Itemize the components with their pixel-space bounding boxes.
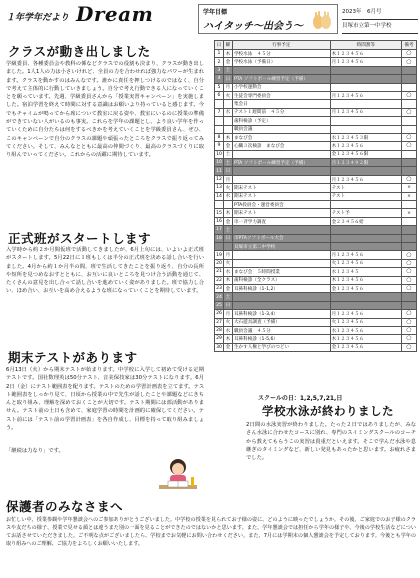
schedule-row: [215, 117, 417, 125]
schedule-event: 職員会議: [232, 125, 330, 133]
schedule-event: 耳鼻科検診（1-3,4）: [232, 310, 330, 318]
schedule-timetable: 水１２３４５: [330, 268, 401, 276]
schedule-weekday: [223, 201, 232, 209]
schedule-row: [215, 301, 417, 309]
schedule-timetable: 木１２３４５６: [330, 276, 401, 284]
section-body-exam: 6月13日（火）から期末テストが始まります。中学校に入学して初めて受ける定期テストです。国社数理英は50分テスト、音美保技家は30分テストになります。6月2日（金）にテスト範囲表を配ります。テストのための学習計画表を立てます。テスト範囲表をしっかり見て、日頃から授業の中で先生が話したことや課題などにきちんと取り組み、理解を深めておくことが大切です。テスト期間には部活動がありません。テスト前の土日も含めて、家庭学習の時間を計画的に確保してください。テスト前には「テスト前の学習計画表」を各自作成し、目標を持って取り組みましょう。: [6, 367, 204, 432]
schedule-day: 8: [215, 133, 224, 141]
school-day-dates: スクールの日：1,2,5,7,21,日: [258, 395, 343, 402]
section-body-pool: 2日間の水泳実習が終わりました。たった２日ではありましたが、みなさん水泳に合わせたコースに別れ、専門のスイミングスクールのコーチから教えてもらうこの実習は貴重だといえます。そこで学んだ水泳や息継ぎのタイミングなど、新しい発見もあったかと思います。お疲れさまでした。: [246, 422, 416, 462]
schedule-note: [402, 75, 417, 83]
june-schedule-table: [214, 40, 417, 352]
masthead: [6, 4, 206, 30]
schedule-row: [215, 58, 417, 66]
high-five-hands-icon: [311, 9, 333, 31]
schedule-row: [215, 184, 417, 192]
schedule-note: ◯: [402, 284, 417, 292]
schedule-row: [215, 284, 417, 292]
schedule-timetable: [330, 117, 401, 125]
schedule-day: 29: [216, 336, 222, 342]
schedule-timetable: [330, 125, 401, 133]
schedule-timetable: 金１２３４５６: [330, 284, 401, 292]
schedule-note: [402, 242, 417, 250]
schedule-day: [215, 100, 224, 108]
issue-publisher: 貝塚市立第一中学校: [342, 23, 392, 29]
schedule-day: 7: [215, 108, 224, 116]
schedule-day: 14: [216, 193, 222, 199]
schedule-row: [215, 226, 417, 234]
schedule-note: ◯: [402, 318, 417, 326]
schedule-note: ◯: [402, 326, 417, 334]
schedule-note: ◯: [402, 268, 417, 276]
schedule-timetable: 木１２３４５６: [330, 142, 401, 150]
schedule-note: [402, 83, 417, 91]
schedule-weekday: 土: [223, 150, 232, 158]
schedule-weekday: 火: [223, 91, 232, 99]
schedule-day: 25: [216, 302, 222, 308]
issue-divider: [342, 33, 418, 34]
schedule-day: 26: [216, 311, 222, 317]
schedule-event: 耳鼻科検診（1-5,6）: [232, 335, 330, 343]
schedule-event: 小学校運動会: [232, 83, 330, 91]
schedule-weekday: 水: [223, 268, 232, 276]
schedule-note: [402, 226, 417, 234]
schedule-timetable: [330, 100, 401, 108]
schedule-day: [215, 117, 224, 125]
schedule-timetable: 火１２３４５６: [330, 259, 401, 267]
schedule-row: [215, 343, 417, 351]
schedule-day: 20: [216, 260, 222, 266]
schedule-day: 4: [215, 75, 224, 83]
schedule-timetable: 水１２３４５３限: [330, 133, 401, 141]
schedule-day: [215, 242, 224, 250]
schedule-day: 5: [215, 83, 224, 91]
col-header-day: 日: [215, 41, 224, 50]
schedule-event: PTA役員会・運営委員会: [232, 201, 330, 209]
schedule-day: 11: [216, 168, 222, 174]
schedule-weekday: 木: [223, 276, 232, 284]
schedule-timetable: テスト: [330, 184, 401, 192]
schedule-day: 2: [215, 58, 224, 66]
schedule-event: [232, 175, 330, 183]
schedule-note: ×: [402, 209, 417, 217]
schedule-timetable: 月１２３４５６: [330, 58, 401, 66]
studying-student-illustration: [155, 455, 201, 497]
schedule-note: ◯: [402, 58, 417, 66]
section-body-zenkou: 入学時から約２か月間仮班で活動してきましたが、6月上旬には、いよいよ正式班がスタートします。5月22日に１班もしくは半分の正式班を決める話し合いを行いました。4月から約１か月半の間、班で生活してきたことを振り返り、自分の長所や短所を見つめなおすとともに、お互いに良いところを見つけ合う活動を通じて、たくさんの意見を出し合って話し合いを進めていく姿がありました。班で協力し合い、ほめ合い、お互いを高め合えるような班になっていくことを期待しています。: [6, 247, 204, 295]
schedule-day: 3: [215, 66, 224, 74]
schedule-event: 期末テスト: [232, 184, 330, 192]
schedule-row: [215, 251, 417, 259]
schedule-note: ◯: [402, 310, 417, 318]
schedule-event: テスト１週間前 ４５分: [232, 108, 330, 116]
schedule-weekday: 土: [223, 226, 232, 234]
schedule-weekday: 土: [223, 66, 232, 74]
schedule-weekday: 木: [223, 209, 232, 217]
schedule-note: [402, 301, 417, 309]
schedule-timetable: [330, 66, 401, 74]
section-body-guardian: お忙しい中、授業参観や学年懇談会へのご参加ありがとうございました。中学校の授業を見られてお子様の姿に、どのように映ったでしょうか。その後、ご家庭でのお子様のクラスや友だちの様子、授業で見せる顔とは違うまた別の一面を見ることができたのではないかと思います。また、学年懇談会では担任から学年の様子や、今後の学校生活などについてお話させていただきました。ご不明な点がございましたら、学校までお気軽にお問い合わせください。また、7月には学期末の個人懇談会を予定しております。今後とも学年の取り組みへのご理解、ご協力をよろしくお願いいたします。: [6, 517, 416, 547]
schedule-day: 19: [216, 252, 222, 258]
schedule-weekday: 月: [223, 83, 232, 91]
schedule-note: [402, 293, 417, 301]
schedule-timetable: [330, 201, 401, 209]
schedule-event: 集会日: [232, 100, 330, 108]
schedule-row: [215, 234, 417, 242]
schedule-weekday: 木: [223, 133, 232, 141]
col-header-timetable: 時間割等: [330, 41, 401, 50]
schedule-note: ◯: [402, 50, 417, 58]
schedule-note: ◯: [402, 251, 417, 259]
section-quote-exam: 「継続は力なり」です。: [6, 448, 64, 454]
schedule-note: [402, 117, 417, 125]
schedule-row: [215, 100, 417, 108]
schedule-note: ×: [402, 184, 417, 192]
schedule-row: [215, 217, 417, 225]
schedule-row: [215, 318, 417, 326]
schedule-timetable: 火１２３４５６: [330, 318, 401, 326]
schedule-note: [402, 100, 417, 108]
schedule-row: [215, 335, 417, 343]
schedule-weekday: 水: [223, 326, 232, 334]
schedule-note: ◯: [402, 335, 417, 343]
schedule-timetable: テスト予: [330, 209, 401, 217]
schedule-row: [215, 310, 417, 318]
col-header-weekday: 曜: [223, 41, 232, 50]
schedule-row: [215, 142, 417, 150]
schedule-event: [232, 150, 330, 158]
schedule-row: [215, 50, 417, 58]
schedule-weekday: 月: [223, 251, 232, 259]
schedule-event: 市PTAソフトボール大会: [232, 234, 330, 242]
schedule-header-row: [215, 41, 417, 50]
schedule-day: 15: [216, 210, 222, 216]
schedule-day: 17: [216, 227, 222, 233]
grade-goal-box: [198, 4, 338, 34]
schedule-event: まなび会 ５時間授業: [232, 268, 330, 276]
schedule-timetable: [330, 301, 401, 309]
schedule-row: [215, 75, 417, 83]
schedule-day: [215, 201, 224, 209]
schedule-event: 貝塚市立第二中学校: [232, 242, 330, 250]
schedule-note: ◯: [402, 142, 417, 150]
col-header-event: 行事予定: [232, 41, 330, 50]
schedule-row: [215, 201, 417, 209]
schedule-event: 大石遊具調査（予備）: [232, 318, 330, 326]
schedule-timetable: 月１２３４５６: [330, 91, 401, 99]
schedule-timetable: 月１２３４５６: [330, 108, 401, 116]
schedule-weekday: 金: [223, 217, 232, 225]
schedule-weekday: 土: [223, 293, 232, 301]
schedule-row: [215, 293, 417, 301]
schedule-note: ◯: [402, 276, 417, 284]
schedule-weekday: [223, 125, 232, 133]
schedule-row: [215, 108, 417, 116]
schedule-weekday: 土: [223, 159, 232, 167]
schedule-day: 30: [216, 344, 222, 350]
section-title-class: クラスが動き出しました: [8, 44, 151, 59]
schedule-timetable: [330, 234, 401, 242]
schedule-day: 6: [215, 91, 224, 99]
schedule-weekday: 月: [223, 310, 232, 318]
schedule-event: PTA ソフトボール練習予定（予備）: [232, 75, 330, 83]
schedule-row: [215, 133, 417, 141]
schedule-weekday: 日: [223, 75, 232, 83]
schedule-note: [402, 217, 417, 225]
schedule-note: ◯: [402, 91, 417, 99]
schedule-event: 心臓３次検診 まなび会: [232, 142, 330, 150]
schedule-event: [232, 167, 330, 175]
schedule-row: [215, 66, 417, 74]
newsletter-kicker: １年学年だより: [6, 13, 70, 23]
schedule-day: 1: [215, 50, 224, 58]
schedule-timetable: [330, 293, 401, 301]
schedule-timetable: [330, 75, 401, 83]
schedule-event: 学校水泳 ４５分: [232, 50, 330, 58]
schedule-row: [215, 175, 417, 183]
schedule-row: [215, 91, 417, 99]
section-title-exam: 期末テストがあります: [8, 350, 138, 365]
issue-info: [342, 6, 418, 34]
schedule-timetable: [330, 242, 401, 250]
schedule-day: 13: [216, 185, 222, 191]
goal-text: ハイタッチ～出会う～: [203, 21, 303, 32]
schedule-weekday: 金: [223, 142, 232, 150]
schedule-note: [402, 66, 417, 74]
schedule-note: [402, 234, 417, 242]
schedule-timetable: テスト: [330, 192, 401, 200]
schedule-day: 12: [216, 177, 222, 183]
schedule-timetable: 金１２３４５６限: [330, 150, 401, 158]
schedule-row: [215, 83, 417, 91]
schedule-event: 歯科検診（全クラス）: [232, 276, 330, 284]
col-header-note: 備考: [402, 41, 417, 50]
schedule-day: 22: [216, 277, 222, 283]
schedule-event: [232, 259, 330, 267]
schedule-timetable: 木１２３４５６: [330, 335, 401, 343]
schedule-note: ×: [402, 192, 417, 200]
schedule-row: [215, 150, 417, 158]
schedule-event: 耳鼻科検診（1-1,2）: [232, 284, 330, 292]
schedule-day: [215, 125, 224, 133]
schedule-weekday: 日: [223, 167, 232, 175]
schedule-day: 24: [216, 294, 222, 300]
schedule-row: [215, 259, 417, 267]
schedule-weekday: 金: [223, 58, 232, 66]
schedule-event: [232, 66, 330, 74]
newsletter-title: Dream: [76, 2, 154, 26]
schedule-weekday: 木: [223, 50, 232, 58]
schedule-note: ◯: [402, 175, 417, 183]
schedule-note: [402, 150, 417, 158]
goal-label: 学年目標: [203, 9, 228, 16]
schedule-day: 27: [216, 319, 222, 325]
schedule-note: ◯: [402, 259, 417, 267]
schedule-timetable: 金１２３４５６: [330, 343, 401, 351]
schedule-event: 市一斉学力調査: [232, 217, 330, 225]
schedule-row: [215, 159, 417, 167]
schedule-row: [215, 209, 417, 217]
schedule-timetable: 月１２３４５６: [330, 251, 401, 259]
schedule-row: [215, 125, 417, 133]
schedule-note: ◯: [402, 133, 417, 141]
schedule-event: 生徒会専門委員会: [232, 91, 330, 99]
schedule-row: [215, 268, 417, 276]
schedule-weekday: 日: [223, 234, 232, 242]
schedule-event: 生かす人権と学びのつどい: [232, 343, 330, 351]
schedule-weekday: 金: [223, 284, 232, 292]
schedule-event: 学校水泳（予備日）: [232, 58, 330, 66]
schedule-timetable: [330, 226, 401, 234]
schedule-event: まなび会: [232, 133, 330, 141]
schedule-timetable: 木１２３４５６: [330, 50, 401, 58]
schedule-row: [215, 326, 417, 334]
schedule-event: [232, 293, 330, 301]
schedule-day: 9: [215, 142, 224, 150]
schedule-note: [402, 125, 417, 133]
schedule-event: 歯科検診（予定）: [232, 117, 330, 125]
schedule-timetable: 金２３４５６給: [330, 217, 401, 225]
schedule-weekday: 日: [223, 301, 232, 309]
schedule-note: ◯: [402, 108, 417, 116]
schedule-weekday: 木: [223, 335, 232, 343]
schedule-note: [402, 159, 417, 167]
schedule-row: [215, 167, 417, 175]
schedule-day: 28: [216, 328, 222, 334]
schedule-event: [232, 251, 330, 259]
section-title-guardian: 保護者のみなさまへ: [6, 499, 124, 514]
schedule-event: 職員会議 ４５分: [232, 326, 330, 334]
schedule-row: [215, 192, 417, 200]
schedule-day: 23: [216, 286, 222, 292]
schedule-event: [232, 301, 330, 309]
schedule-weekday: 月: [223, 175, 232, 183]
schedule-note: [402, 201, 417, 209]
schedule-timetable: 月１２３４９２限: [330, 159, 401, 167]
schedule-day: 10: [216, 160, 222, 166]
schedule-weekday: 水: [223, 108, 232, 116]
schedule-timetable: 月１２３４５６: [330, 310, 401, 318]
schedule-timetable: 水１２３４５６: [330, 326, 401, 334]
schedule-day: 16: [216, 219, 222, 224]
section-title-pool: 学校水泳が終わりました: [262, 404, 394, 418]
issue-date: 2023年 6月号: [342, 9, 382, 15]
schedule-row: [215, 276, 417, 284]
section-body-class: 学級委員、各種委員会や教科の係などクラスでの役割も決まり、クラスが動き出しました。1人1人の力は小さいけれど、全員の力を合わせれば強力なパワーが生まれます。クラスを動かすのはみんなです。誰かに責任を押しつけるのではなく、自分で考えて主体的に行動していきましょう。自分で考え行動できる人になっていくことを願っています。先週、学級委員さんから「授業実習キャンペーン」を実施しました。宿泊学習を終えて時間に対する意識はお願いより持っていると感じます。今でもチャイムが鳴ってから席について教室に戻る姿や、教室にいるのに授業の準備ができていない人がいるのも事実。これらを学年の課題とし、より良い学年を作っていくために自分たちは何をするべきかを考えていくことを学級委員さん、ぜひ、このキャンペーンで自分のクラスの課題や頑張ったところをクラスで振り返ってみてください。そして、みんなとともに最高の仲間づくり、最高のクラスづくりに取り組んでいってください。これからの活躍に期待しています。: [6, 61, 204, 159]
schedule-weekday: 火: [223, 184, 232, 192]
schedule-weekday: 火: [223, 259, 232, 267]
schedule-event: 期末テスト: [232, 209, 330, 217]
schedule-weekday: [223, 100, 232, 108]
schedule-timetable: 月１２３４５６: [330, 175, 401, 183]
schedule-weekday: 金: [223, 343, 232, 351]
schedule-event: PTA ソフトボール練習予定（予備）: [232, 159, 330, 167]
schedule-weekday: [223, 117, 232, 125]
schedule-event: 期末テスト: [232, 192, 330, 200]
schedule-weekday: 火: [223, 318, 232, 326]
schedule-event: [232, 226, 330, 234]
schedule-day: 18: [216, 235, 222, 241]
schedule-day: 21: [216, 269, 222, 275]
schedule-timetable: [330, 83, 401, 91]
schedule-weekday: 水: [223, 192, 232, 200]
schedule-note: ◯: [402, 343, 417, 351]
schedule-day: 10: [216, 151, 222, 157]
section-title-zenkou: 正式班がスタートします: [8, 231, 152, 246]
schedule-note: [402, 167, 417, 175]
schedule-weekday: [223, 242, 232, 250]
schedule-timetable: [330, 167, 401, 175]
schedule-row: [215, 242, 417, 250]
